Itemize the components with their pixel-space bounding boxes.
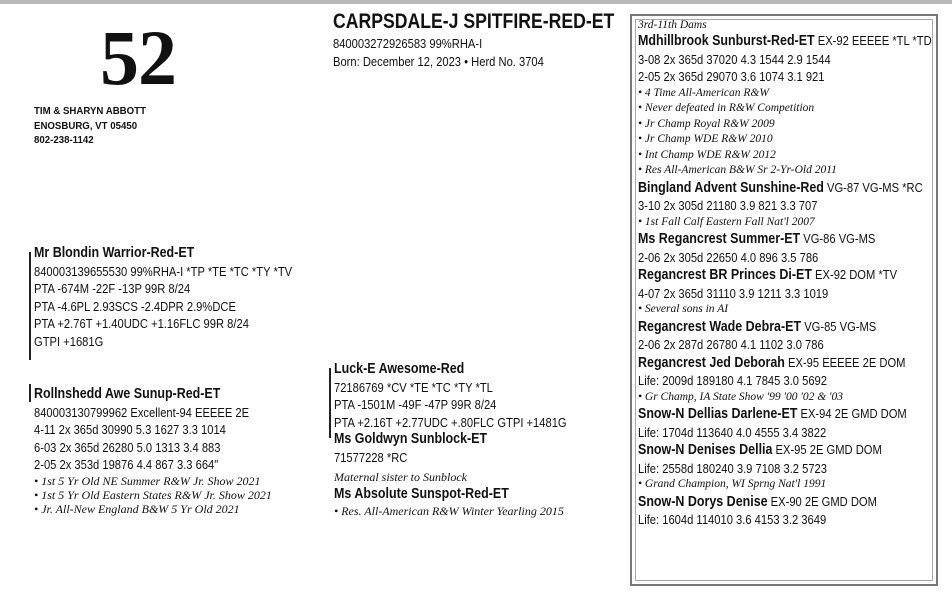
sire-line: PTA +2.76T +1.40UDC +1.16FLC 99R 8/24 bbox=[34, 316, 249, 331]
animal-header bbox=[333, 10, 668, 70]
owner-names: TIM & SHARYN ABBOTT bbox=[34, 105, 146, 117]
animal-born: Born: December 12, 2023 • Herd No. 3704 bbox=[333, 53, 544, 69]
dam-entry-name: Mdhillbrook Sunburst-Red-ET bbox=[638, 33, 815, 49]
dam-note: • 1st 5 Yr Old NE Summer R&W Jr. Show 2021 bbox=[34, 473, 261, 488]
dam-block bbox=[34, 386, 284, 516]
dam-sire-name: Luck-E Awesome-Red bbox=[334, 361, 465, 377]
dam-entry-record: Life: 1704d 113640 4.0 4555 3.4 3822 bbox=[638, 424, 827, 440]
dam-entry-heading bbox=[638, 354, 932, 373]
owner-location: ENOSBURG, VT 05450 bbox=[34, 119, 138, 132]
granddam-id: 71577228 *RC bbox=[334, 449, 408, 465]
dam-entry-name: Regancrest BR Princes Di-ET bbox=[638, 267, 812, 283]
dam-entry-name: Ms Regancrest Summer-ET bbox=[638, 231, 801, 247]
dam-line: 840003130799962 Excellent-94 EEEEE 2E bbox=[34, 404, 250, 420]
sire-name: Mr Blondin Warrior-Red-ET bbox=[34, 245, 195, 261]
dams-box-title: 3rd-11th Dams bbox=[638, 19, 707, 31]
animal-name: CARPSDALE-J SPITFIRE-RED-ET bbox=[333, 10, 615, 33]
dam-entry-classification: EX-95 2E GMD DOM bbox=[772, 442, 882, 457]
sire-line: 840003139655530 99%RHA-I *TP *TE *TC *TY *TV bbox=[34, 263, 293, 279]
dam-entry-record: 2-06 2x 305d 22650 4.0 896 3.5 786 bbox=[638, 249, 819, 265]
dam-entry-note: • Jr Champ Royal R&W 2009 bbox=[638, 117, 775, 130]
dam-entry-note: • 1st Fall Calf Eastern Fall Nat'l 2007 bbox=[638, 215, 815, 228]
dam-sire-line: PTA -1501M -49F -47P 99R 8/24 bbox=[334, 397, 497, 412]
dam-note: • Jr. All-New England B&W 5 Yr Old 2021 bbox=[34, 501, 240, 516]
lot-number: 52 bbox=[100, 14, 176, 101]
dam-entry-note: • Never defeated in R&W Competition bbox=[638, 102, 815, 114]
sire-bracket bbox=[29, 252, 31, 360]
dam-entry-classification: EX-94 2E GMD DOM bbox=[797, 406, 907, 421]
dam-entry-classification: EX-92 EEEEE *TL *TD bbox=[814, 33, 932, 48]
dam-entry-classification: EX-95 EEEEE 2E DOM bbox=[784, 354, 906, 370]
dam-record: 4-11 2x 365d 30990 5.3 1627 3.3 1014 bbox=[34, 422, 226, 437]
dam-entry-note: • Jr Champ WDE R&W 2010 bbox=[638, 133, 773, 145]
dam-entry-name: Snow-N Dellias Darlene-ET bbox=[638, 406, 798, 422]
dam-entry-record: 4-07 2x 365d 31110 3.9 1211 3.3 1019 bbox=[638, 285, 829, 301]
dam-record: 2-05 2x 353d 19876 4.4 867 3.3 664" bbox=[34, 457, 219, 472]
great-granddam-name: Ms Absolute Sunspot-Red-ET bbox=[334, 486, 509, 502]
dam-entry-heading bbox=[638, 230, 932, 249]
top-rule bbox=[0, 0, 952, 4]
dam-entry-name: Snow-N Denises Dellia bbox=[638, 442, 773, 458]
sire-line: GTPI +1681G bbox=[34, 333, 104, 349]
dam-entry-record: Life: 2558d 180240 3.9 7108 3.2 5723 bbox=[638, 460, 827, 476]
dam-entry-name: Regancrest Wade Debra-ET bbox=[638, 318, 802, 335]
dams-box bbox=[630, 14, 938, 586]
dam-entry-heading bbox=[638, 318, 932, 337]
dam-entry-heading bbox=[638, 493, 932, 512]
dam-entry-name: Regancrest Jed Deborah bbox=[638, 354, 785, 371]
dam-record: 6-03 2x 365d 26280 5.0 1313 3.4 883 bbox=[34, 439, 221, 455]
dam-bracket bbox=[29, 384, 31, 402]
animal-id: 840003272926583 99%RHA-I bbox=[333, 36, 483, 51]
dam-entry-heading bbox=[638, 179, 932, 198]
dam-entry-classification: VG-86 VG-MS bbox=[800, 231, 876, 246]
sire-block bbox=[34, 245, 334, 350]
sire-line: PTA -674M -22F -13P 99R 8/24 bbox=[34, 281, 191, 296]
sire-line: PTA -4.6PL 2.93SCS -2.4DPR 2.9%DCE bbox=[34, 298, 236, 314]
dam-entry-note: • Grand Champion, WI Sprng Nat'l 1991 bbox=[638, 478, 827, 490]
great-granddam-note: • Res. All-American R&W Winter Yearling 2015 bbox=[334, 503, 564, 518]
dams-box-content bbox=[638, 18, 952, 529]
dam-entry-note: • Res All-American B&W Sr 2-Yr-Old 2011 bbox=[638, 164, 837, 176]
dam-entry-heading bbox=[638, 441, 932, 460]
dam-entry-note: • Int Champ WDE R&W 2012 bbox=[638, 148, 776, 161]
dam-name: Rollnshedd Awe Sunup-Red-ET bbox=[34, 386, 221, 402]
dam-entry-name: Bingland Advent Sunshine-Red bbox=[638, 179, 824, 196]
dam-sire-line: PTA +2.16T +2.77UDC +.80FLC GTPI +1481G bbox=[334, 414, 567, 430]
dam-entry-classification: EX-92 DOM *TV bbox=[811, 267, 898, 282]
dam-entry-record: 2-05 2x 365d 29070 3.6 1074 3.1 921 bbox=[638, 69, 825, 84]
dam-sire-line: 72186769 *CV *TE *TC *TY *TL bbox=[334, 379, 493, 395]
dam-entry-classification: VG-87 VG-MS *RC bbox=[823, 179, 923, 195]
dam-entry-classification: VG-85 VG-MS bbox=[801, 318, 877, 334]
dam-entry-classification: EX-90 2E GMD DOM bbox=[767, 493, 877, 509]
dam-sire-bracket bbox=[329, 368, 331, 438]
dam-entry-name: Snow-N Dorys Denise bbox=[638, 493, 768, 510]
dam-entry-heading bbox=[638, 32, 932, 51]
dam-entry-record: Life: 2009d 189180 4.1 7845 3.0 5692 bbox=[638, 373, 827, 388]
granddam-note: Maternal sister to Sunblock bbox=[334, 470, 467, 484]
dam-entry-note: • Several sons in AI bbox=[638, 303, 729, 315]
dam-entry-heading bbox=[638, 405, 932, 424]
dam-entry-record: 2-06 2x 287d 26780 4.1 1102 3.0 786 bbox=[638, 337, 824, 352]
dam-entry-note: • 4 Time All-American R&W bbox=[638, 86, 769, 99]
dam-entry-note: • Gr Champ, IA State Show '99 '00 '02 & '03 bbox=[638, 390, 844, 403]
dam-entry-record: 3-08 2x 365d 37020 4.3 1544 2.9 1544 bbox=[638, 51, 831, 67]
owner-phone: 802-238-1142 bbox=[34, 134, 94, 146]
dam-entry-record: Life: 1604d 114010 3.6 4153 3.2 3649 bbox=[638, 512, 827, 527]
dam-entry-heading bbox=[638, 266, 932, 285]
dams-entries bbox=[638, 32, 952, 529]
dam-sire-block bbox=[334, 361, 605, 518]
granddam-name: Ms Goldwyn Sunblock-ET bbox=[334, 431, 488, 447]
dam-note: • 1st 5 Yr Old Eastern States R&W Jr. Show 2021 bbox=[34, 487, 272, 502]
owner-info bbox=[34, 104, 146, 148]
dam-entry-record: 3-10 2x 305d 21180 3.9 821 3.3 707 bbox=[638, 198, 818, 213]
